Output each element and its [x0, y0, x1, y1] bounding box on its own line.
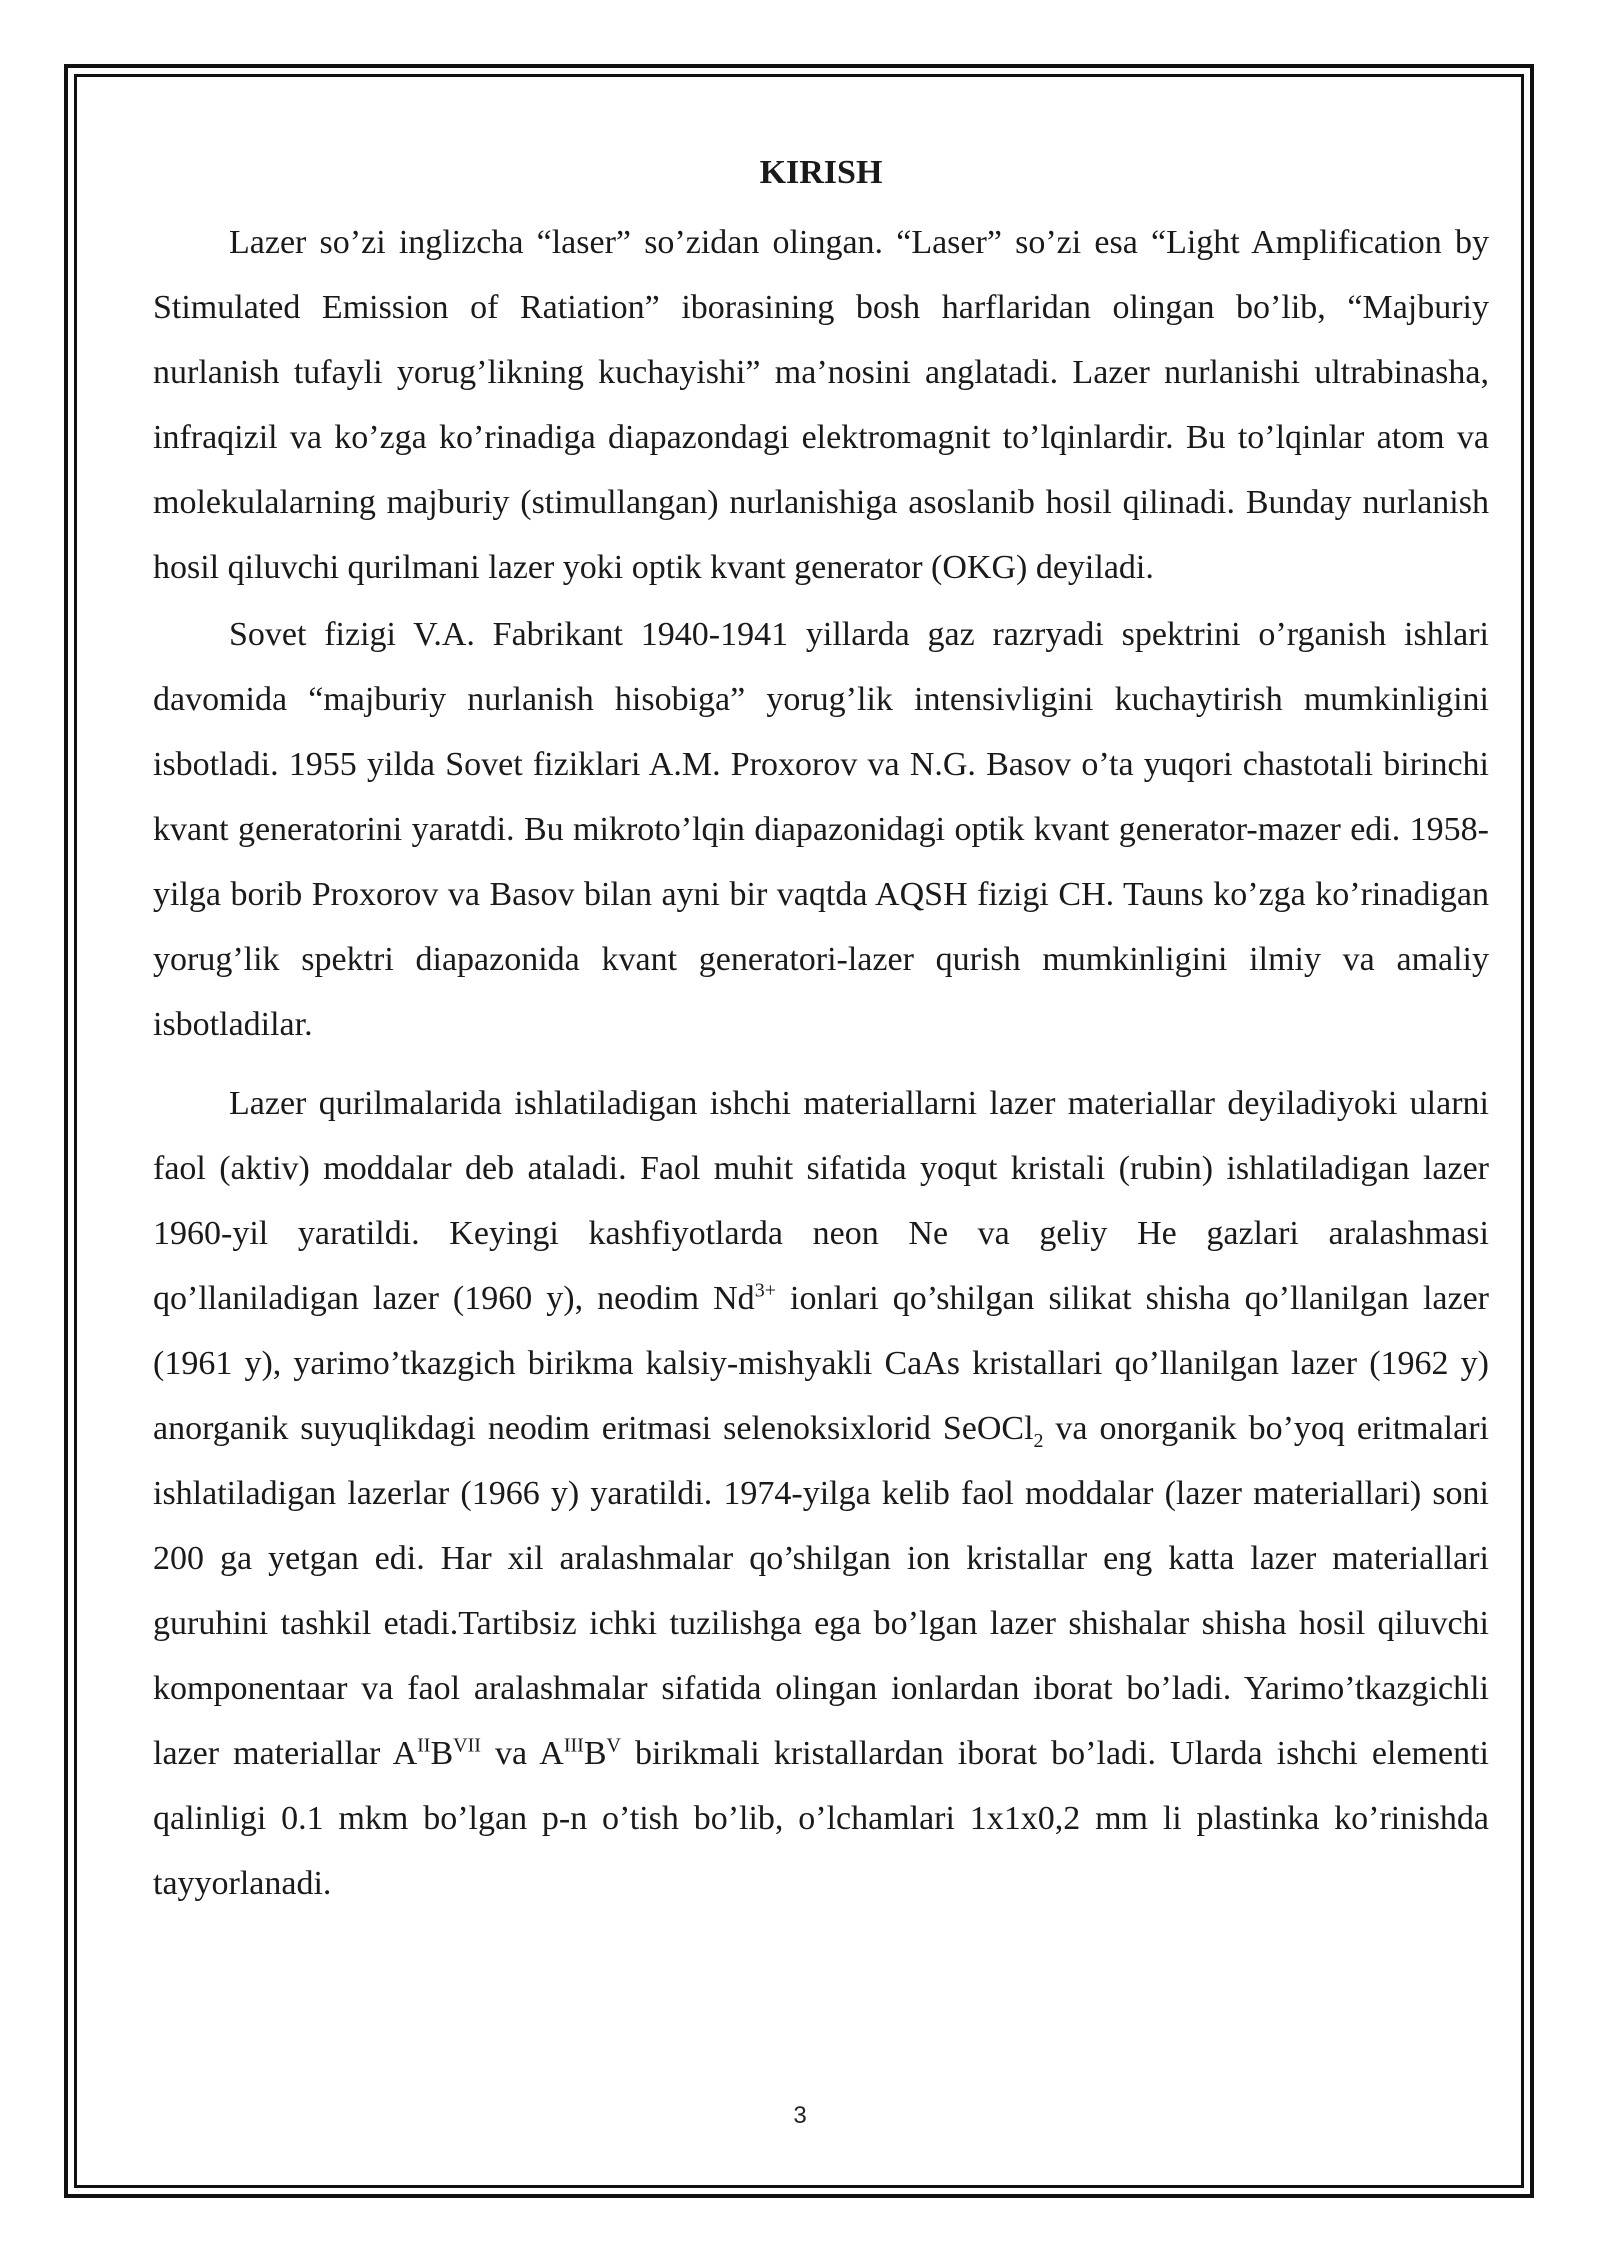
text-segment: B [430, 1735, 454, 1772]
text-segment: birikmali kristallardan iborat bo’ladi. Ularda ishchi elementi qalinligi 0.1 mkm bo’lgan p-n o’tish bo’lib, o’lchamlari 1x1x0,2 mm li plastinka ko’rinishda tayyorlanadi. [153, 1735, 1489, 1902]
page-number: 3 [793, 2102, 807, 2129]
text-segment: Lazer qurilmalarida ishlatiladigan ishchi materiallarni lazer materiallar deyiladiyoki ularni faol (aktiv) moddalar deb ataladi. Faol muhit sifatida yoqut kristali (rubin) ishlatiladigan lazer 1960-yil yaratildi. Keyingi kashfiyotlarda neon Ne va geliy He gazlari aralashmasi qo’llaniladigan lazer (1960 y), neodim Nd [153, 1085, 1489, 1317]
superscript: V [606, 1734, 621, 1757]
paragraph-intro: Lazer so’zi inglizcha “laser” so’zidan olingan. “Laser” so’zi esa “Light Amplification by Stimulated Emission of Ratiation” iborasining bosh harflaridan olingan bo’lib, “Majburiy nurlanish tufayli yorug’likning kuchayishi” ma’nosini anglatadi. Lazer nurlanishi ultrabinasha, infraqizil va ko’zga ko’rinadiga diapazondagi elektromagnit to’lqinlardir. Bu to’lqinlar atom va molekulalarning majburiy (stimullangan) nurlanishiga asoslanib hosil qilinadi. Bunday nurlanish hosil qiluvchi qurilmani lazer yoki optik kvant generator (OKG) deyiladi. [153, 224, 1489, 586]
document-body [153, 148, 1489, 1916]
paragraph-materials [153, 1071, 1489, 1916]
text-segment: va A [480, 1735, 564, 1772]
superscript: VII [453, 1734, 481, 1757]
superscript: 3+ [754, 1279, 776, 1302]
section-heading: KIRISH [759, 154, 883, 191]
subscript: 2 [1033, 1429, 1044, 1452]
text-segment: va onorganik bo’yoq eritmalari ishlatiladigan lazerlar (1966 y) yaratildi. 1974-yilga kelib faol moddalar (lazer materiallari) soni 200 ga yetgan edi. Har xil aralashmalar qo’shilgan ion kristallar eng katta lazer materiallari guruhini tashkil etadi.Tartibsiz ichki tuzilishga ega bo’lgan lazer shishalar shisha hosil qiluvchi komponentaar va faol aralashmalar sifatida olingan ionlardan iborat bo’ladi. Yarimo’tkazgichli lazer materiallar A [153, 1410, 1489, 1772]
text-segment: ionlari qo’shilgan silikat shisha qo’llanilgan lazer (1961 y), yarimo’tkazgich birikma kalsiy-mishyakli CaAs kristallari qo’llanilgan lazer (1962 y) anorganik suyuqlikdagi neodim eritmasi selenoksixlorid SeOCl [153, 1280, 1489, 1447]
text-segment: B [583, 1735, 607, 1772]
superscript: III [563, 1734, 584, 1757]
superscript: II [417, 1734, 431, 1757]
paragraph-history: Sovet fizigi V.A. Fabrikant 1940-1941 yillarda gaz razryadi spektrini o’rganish ishlari davomida “majburiy nurlanish hisobiga” yorug’lik intensivligini kuchaytirish mumkinligini isbotladi. 1955 yilda Sovet fiziklari A.M. Proxorov va N.G. Basov o’ta yuqori chastotali birinchi kvant generatorini yaratdi. Bu mikroto’lqin diapazonidagi optik kvant generator-mazer edi. 1958-yilga borib Proxorov va Basov bilan ayni bir vaqtda AQSH fizigi CH. Tauns ko’zga ko’rinadigan yorug’lik spektri diapazonida kvant generatori-lazer qurish mumkinligini ilmiy va amaliy isbotladilar. [153, 616, 1489, 1043]
